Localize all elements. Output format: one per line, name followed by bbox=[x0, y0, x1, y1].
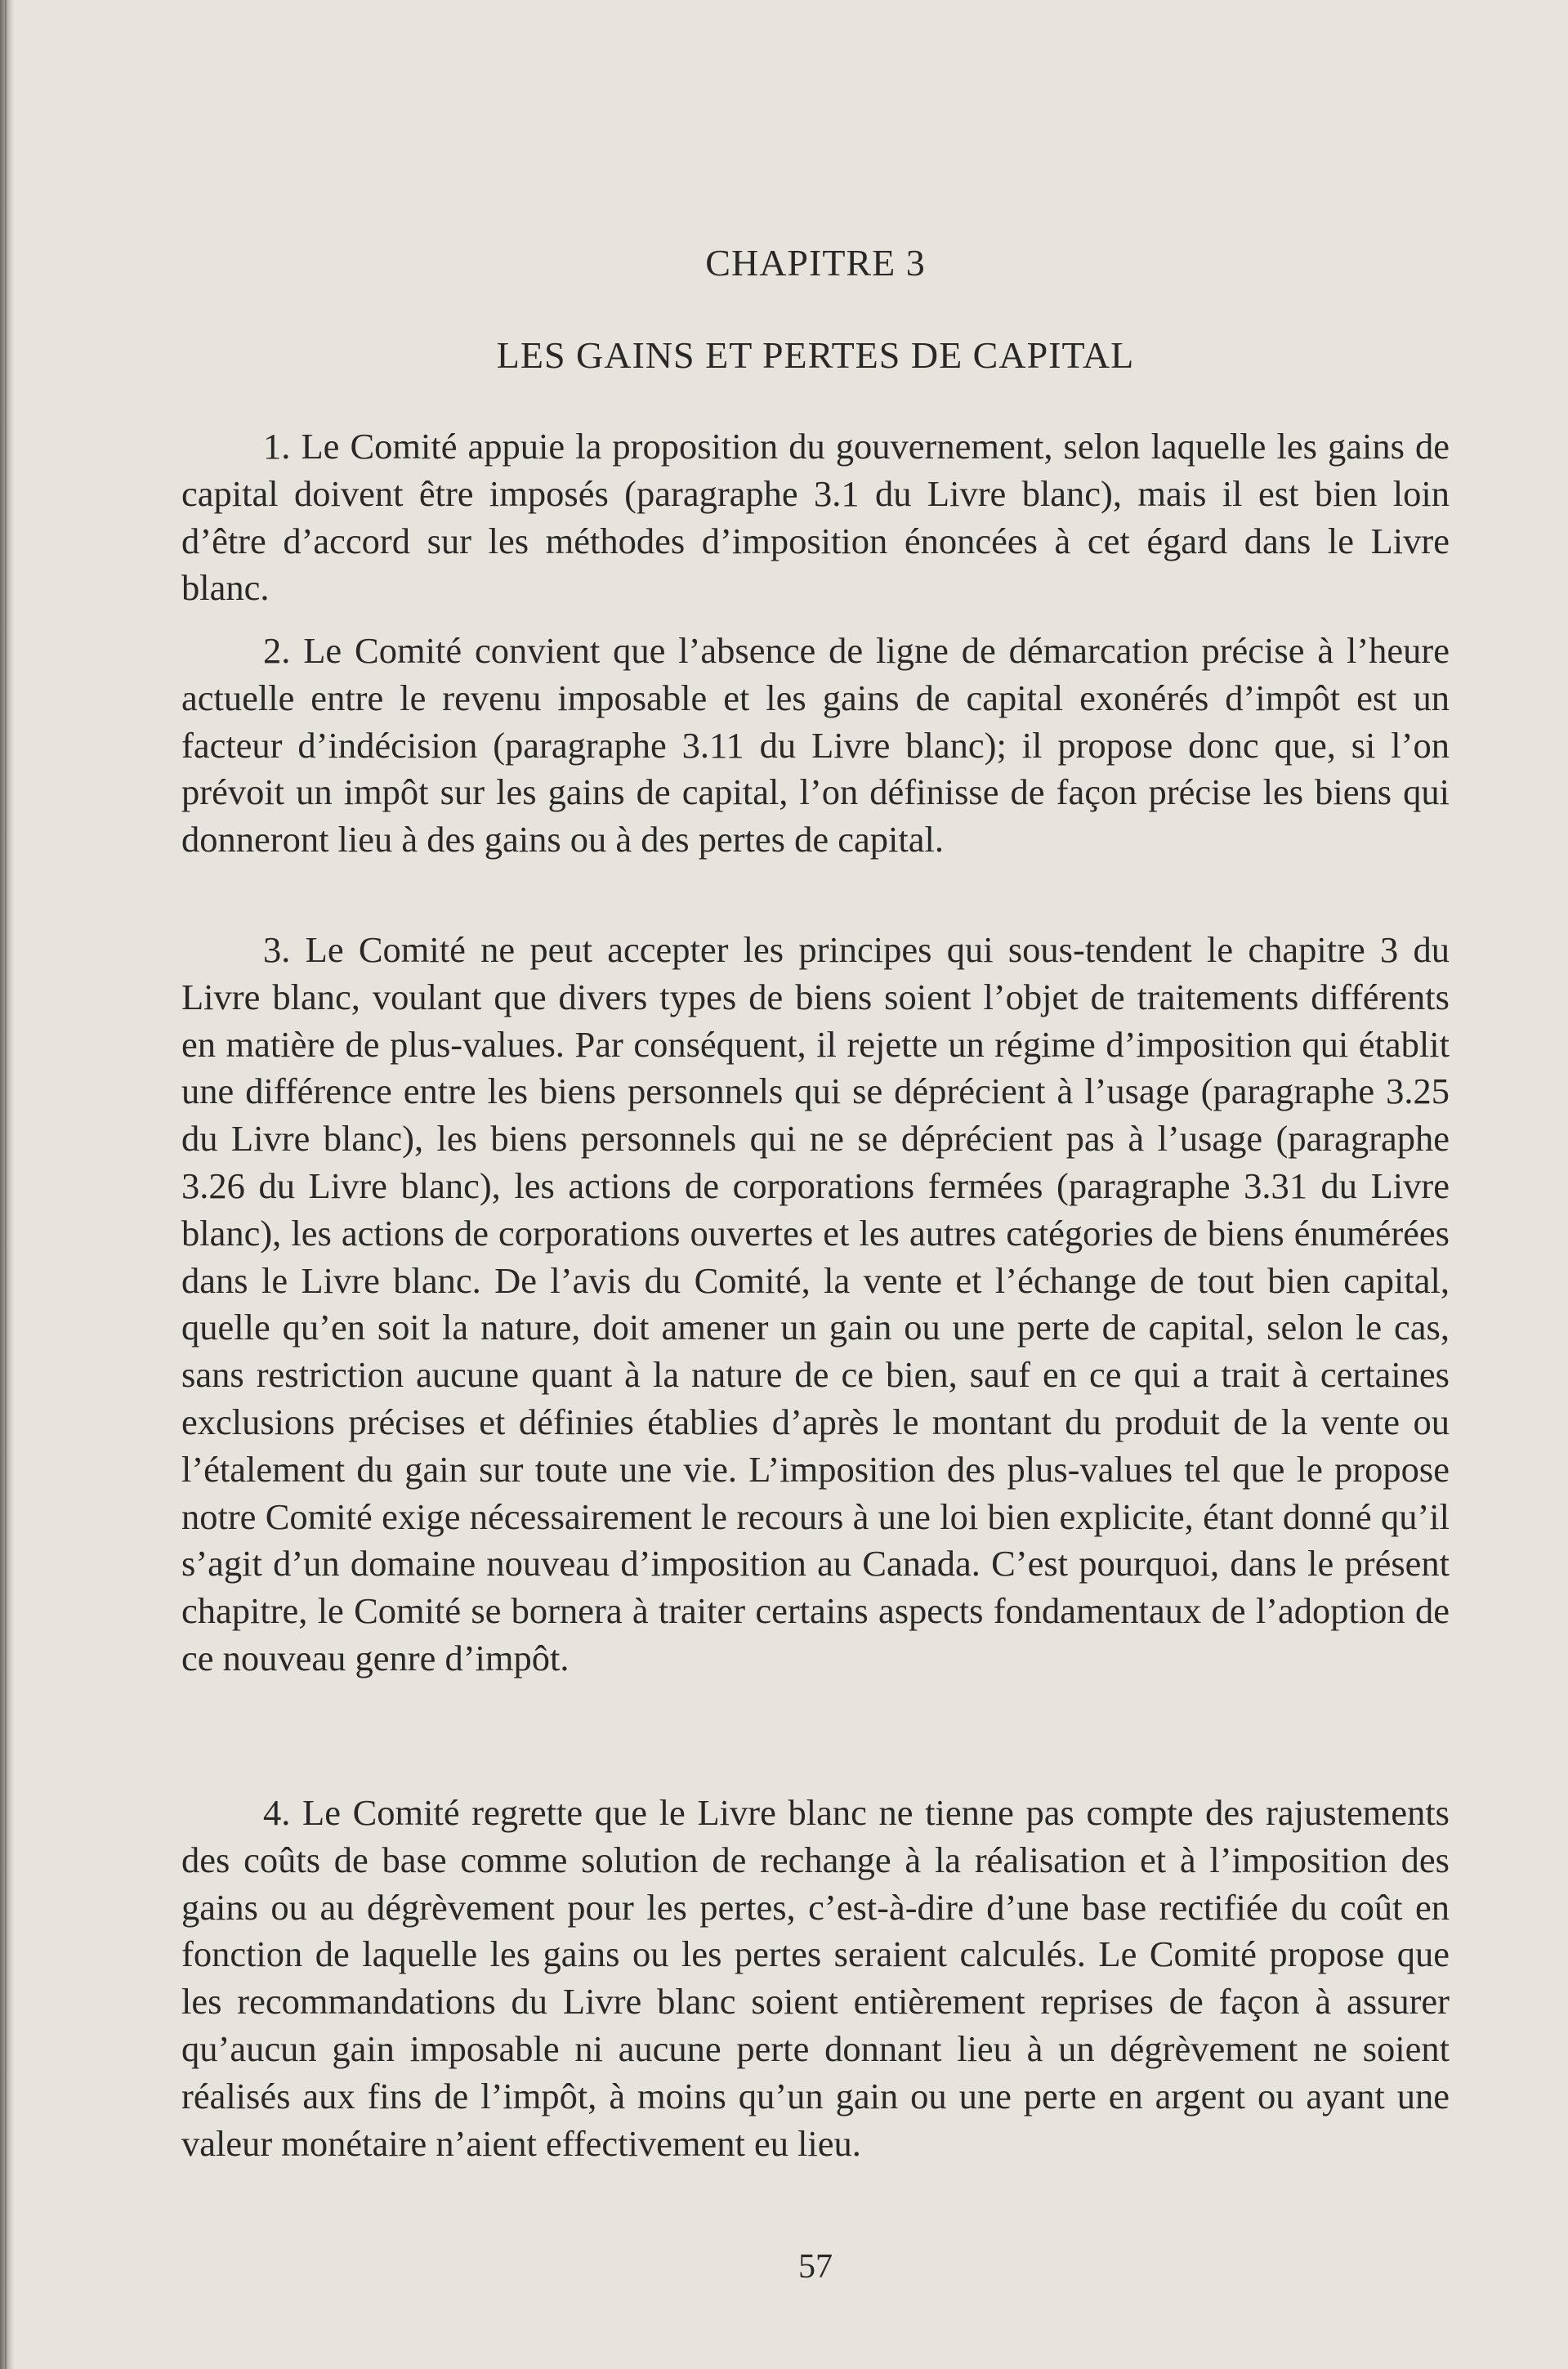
paragraph-1: 1. Le Comité appuie la proposition du gouvernement, selon laquelle les gains de capital doivent être imposés (paragraphe 3.1 du Livre blanc), mais il est bien loin d’être d’accord sur les méthodes d’imposition énoncées à cet égard dans le Livre blanc. bbox=[181, 426, 1450, 609]
section-title: LES GAINS ET PERTES DE CAPITAL bbox=[496, 334, 1135, 376]
paragraph-4: 4. Le Comité regrette que le Livre blanc ne tienne pas compte des rajustements des coûts de base comme solution de rechange à la réalisation et à l’imposition des gains ou au dégrèvement pour les pertes, c’est-à-dire d’une base rectifiée du coût en fonction de laquelle les gains ou les pertes seraient calculés. Le Comité propose que les recommandations du Livre blanc soient entièrement reprises de façon à assurer qu’aucun gain imposable ni aucune perte donnant lieu à un dégrèvement ne soient réalisés aux fins de l’impôt, à moins qu’un gain ou une perte en argent ou ayant une valeur monétaire n’aient effectivement eu lieu. bbox=[181, 1792, 1450, 2164]
paragraph-3: 3. Le Comité ne peut accepter les principes qui sous-tendent le chapitre 3 du Livre blanc, voulant que divers types de biens soient l’objet de traitements différents en matière de plus-values. Par conséquent, il rejette un régime d’imposition qui établit une différence entre les biens personnels qui se déprécient à l’usage (paragraphe 3.25 du Livre blanc), les biens personnels qui ne se déprécient pas à l’usage (paragraphe 3.26 du Livre blanc), les actions de corporations fermées (paragraphe 3.31 du Livre blanc), les actions de corporations ouvertes et les autres catégories de biens énumérées dans le Livre blanc. De l’avis du Comité, la vente et l’échange de tout bien capital, quelle qu’en soit la nature, doit amener un gain ou une perte de capital, selon le cas, sans restriction aucune quant à la nature de ce bien, sauf en ce qui a trait à certaines exclusions précises et définies établies d’après le montant du produit de la vente ou l’étalement du gain sur toute une vie. L’imposition des plus-values tel que le propose notre Comité exige nécessairement le recours à une loi bien explicite, étant donné qu’il s’agit d’un domaine nouveau d’imposition au Canada. C’est pourquoi, dans le présent chapitre, le Comité se bornera à traiter certains aspects fondamentaux de l’adoption de ce nouveau genre d’impôt. bbox=[181, 929, 1450, 1678]
page-binding-shadow bbox=[5, 0, 7, 2369]
page-number: 57 bbox=[798, 2248, 833, 2286]
paragraph-2: 2. Le Comité convient que l’absence de ligne de démarcation précise à l’heure actuelle entre le revenu imposable et les gains de capital exonérés d’impôt est un facteur d’indécision (paragraphe 3.11 du Livre blanc); il propose donc que, si l’on prévoit un impôt sur les gains de capital, l’on définisse de façon précise les biens qui donneront lieu à des gains ou à des pertes de capital. bbox=[181, 630, 1450, 860]
page-binding-edge bbox=[0, 0, 15, 2369]
chapter-title: CHAPITRE 3 bbox=[705, 242, 926, 284]
